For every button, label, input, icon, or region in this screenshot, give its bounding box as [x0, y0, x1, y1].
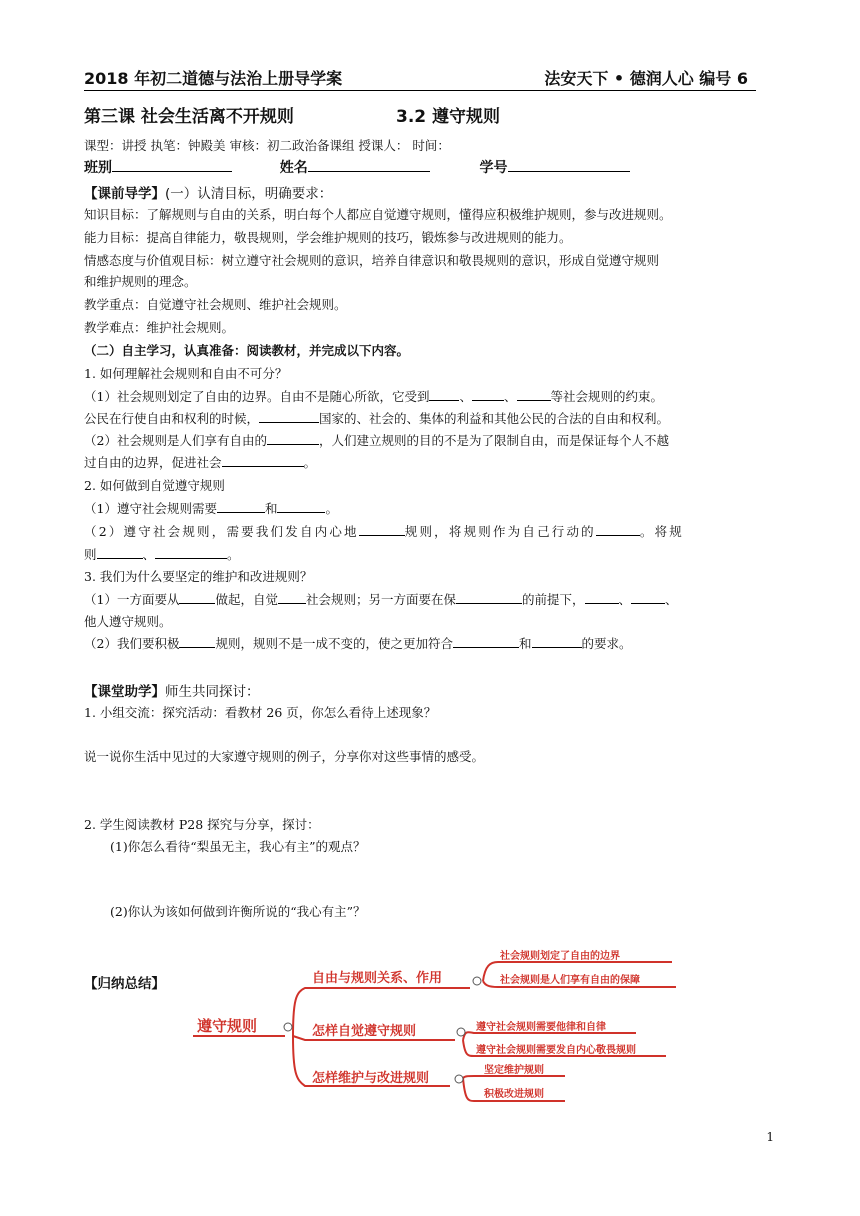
question-1: 1. 如何理解社会规则和自由不可分？	[84, 366, 288, 381]
mind-map-branch-1: 自由与规则关系、作用	[312, 971, 443, 986]
branch-line-2	[293, 1036, 455, 1040]
classroom-item-1-sub: 说一说你生活中见过的大家遵守规则的例子，分享你对这些事情的感受。	[84, 749, 485, 764]
blank[interactable]	[472, 387, 504, 401]
branch-node-dot-1	[473, 977, 481, 985]
q2-line-1-text-a: （1）遵守社会规则需要	[84, 501, 217, 516]
blank[interactable]	[179, 634, 215, 648]
q2-line-2-text-c: 。将规	[639, 524, 684, 539]
self-study-heading: （二）自主学习，认真准备：阅读教材，并完成以下内容。	[84, 343, 410, 358]
preview-heading-text: (一）认清目标，明确要求：	[165, 186, 333, 202]
blank[interactable]	[179, 590, 215, 604]
mind-map-branch-2: 怎样自觉遵守规则	[312, 1024, 417, 1039]
q2-line-1-text-b: 和	[264, 501, 278, 516]
id-label: 学号	[479, 160, 508, 176]
leaf-line-3-2	[463, 1078, 565, 1101]
mind-map-root: 遵守规则	[197, 1017, 258, 1035]
q2-line-1: （1）遵守社会规则需要 和 。	[84, 501, 338, 516]
blank[interactable]	[517, 387, 551, 401]
q1-line-2-text-b: 国家的、社会的、集体的利益和其他公民的合法的自由和权利。	[319, 411, 670, 426]
blank[interactable]	[359, 522, 405, 536]
summary-heading: 【归纳总结】	[84, 976, 165, 992]
blank[interactable]	[596, 522, 640, 536]
q3-line-3	[84, 634, 632, 654]
mind-map-leaf-1-1: 社会规则划定了自由的边界	[500, 951, 620, 962]
leaf-line-3-1	[463, 1076, 565, 1078]
name-blank[interactable]	[308, 158, 430, 172]
mind-map-leaf-1-2: 社会规则是人们享有自由的保障	[500, 975, 640, 986]
mind-map-branch-3: 怎样维护与改进规则	[312, 1071, 430, 1086]
blank[interactable]	[278, 590, 306, 604]
q1-line-1: （1）社会规则划定了自由的边界。自由不是随心所欲，它受到 、 、 等社会规则的约束。	[84, 389, 664, 404]
blank[interactable]	[277, 499, 325, 513]
name-label: 姓名	[279, 160, 308, 176]
branch-line-3	[293, 1036, 450, 1086]
q3-line-1-text-a: （1）一方面要从	[84, 592, 180, 607]
preview-heading	[84, 182, 332, 202]
section-name: 3.2 遵守规则	[396, 107, 501, 127]
class-label: 班别	[84, 160, 112, 176]
classroom-item-2-2: (2)你认为该如何做到许衡所说的“我心有主”？	[110, 904, 366, 919]
blank[interactable]	[259, 409, 319, 423]
q1-line-1-text-b: 等社会规则的约束。	[550, 389, 664, 404]
mind-map-leaf-3-2: 积极改进规则	[484, 1089, 544, 1100]
q1-line-2	[84, 409, 669, 429]
leaf-line-2-1	[463, 1032, 636, 1040]
class-blank[interactable]	[112, 158, 232, 172]
teaching-difficulty: 教学难点：维护社会规则。	[84, 320, 235, 335]
classroom-item-1: 1. 小组交流：探究活动：看教材 26 页，你怎么看待上述现象？	[84, 705, 437, 720]
q3-line-1-text-c: 社会规则；另一方面要在保	[305, 592, 456, 607]
leaf-line-2-2	[463, 1040, 666, 1056]
blank[interactable]	[429, 387, 459, 401]
q3-line-1-text-b: 做起，自觉	[215, 592, 278, 607]
blank[interactable]	[97, 545, 143, 559]
q1-line-3-text-b: ，人们建立规则的目的不是为了限制自由，而是保证每个人不越	[318, 433, 669, 448]
blank[interactable]	[155, 545, 227, 559]
blank[interactable]	[456, 590, 522, 604]
branch-node-dot-3	[455, 1075, 463, 1083]
leaf-line-1-1	[483, 962, 672, 981]
id-blank[interactable]	[508, 158, 630, 172]
q1-line-3-text-a: （2）社会规则是人们享有自由的	[84, 433, 267, 448]
meta-info: 课型：讲授 执笔：钟殿美 审核：初二政治备课组 授课人： 时间：	[84, 138, 450, 153]
question-3: 3. 我们为什么要坚定的维护和改进规则？	[84, 569, 313, 584]
ability-goal: 能力目标：提高自律能力，敬畏规则，学会维护规则的技巧，锻炼参与改进规则的能力。	[84, 230, 572, 245]
blank[interactable]	[222, 453, 304, 467]
blank[interactable]	[585, 590, 619, 604]
doc-header	[84, 64, 756, 91]
q2-line-2-text-a: （2）遵守社会规则，需要我们发自内心地	[84, 524, 359, 539]
lesson-title	[84, 102, 501, 127]
classroom-item-2-1: (1)你怎么看待“梨虽无主，我心有主”的观点？	[110, 839, 366, 854]
blank[interactable]	[217, 499, 265, 513]
classroom-heading	[84, 680, 260, 700]
mind-map-leaf-2-1: 遵守社会规则需要他律和自律	[476, 1022, 606, 1033]
q3-line-3-text-b: 规则，规则不是一成不变的，使之更加符合	[215, 636, 453, 651]
q2-line-3: 则 、 。	[84, 547, 240, 562]
lesson-name: 第三课 社会生活离不开规则	[84, 107, 294, 127]
q1-line-3	[84, 431, 669, 451]
header-right: 法安天下 • 德润人心 编号 6	[544, 69, 748, 88]
mind-map-leaf-2-2: 遵守社会规则需要发自内心敬畏规则	[476, 1045, 636, 1056]
classroom-heading-bracket: 【课堂助学】	[84, 684, 165, 700]
knowledge-goal: 知识目标：了解规则与自由的关系，明白每个人都应自觉遵守规则，懂得应积极维护规则，参与改进规则。	[84, 207, 672, 222]
blank[interactable]	[532, 634, 582, 648]
branch-line-1	[293, 988, 470, 1036]
root-node-dot	[284, 1023, 292, 1031]
q3-line-3-text-a: （2）我们要积极	[84, 636, 180, 651]
question-2: 2. 如何做到自觉遵守规则	[84, 478, 225, 493]
q3-line-1: （1）一方面要从 做起，自觉 社会规则；另一方面要在保 的前提下， 、 、	[84, 592, 678, 607]
student-fields	[84, 158, 630, 178]
classroom-heading-text: 师生共同探讨：	[165, 684, 260, 700]
q1-line-4: 过自由的边界，促进社会 。	[84, 455, 317, 470]
q2-line-3-text-a: 则	[84, 547, 97, 562]
blank[interactable]	[453, 634, 519, 648]
classroom-item-2: 2. 学生阅读教材 P28 探究与分享，探讨：	[84, 817, 320, 832]
q1-line-4-text-a: 过自由的边界，促进社会	[84, 455, 222, 470]
leaf-line-1-2	[483, 981, 676, 987]
preview-heading-bracket: 【课前导学】	[84, 186, 165, 202]
q1-line-1-text-a: （1）社会规则划定了自由的边界。自由不是随心所欲，它受到	[84, 389, 430, 404]
teaching-key: 教学重点：自觉遵守社会规则、维护社会规则。	[84, 297, 347, 312]
q2-line-2-text-b: 规则，将规则作为自己行动的	[404, 524, 596, 539]
q3-line-2: 他人遵守规则。	[84, 614, 172, 629]
blank[interactable]	[631, 590, 665, 604]
q3-line-3-text-d: 的要求。	[581, 636, 632, 651]
page-number: 1	[766, 1130, 774, 1144]
q3-line-1-text-d: 的前提下，	[522, 592, 585, 607]
q1-line-2-text-a: 公民在行使自由和权利的时候，	[84, 411, 260, 426]
q3-line-3-text-c: 和	[518, 636, 532, 651]
header-left: 2018 年初二道德与法治上册导学案	[84, 69, 343, 88]
q2-line-2	[84, 522, 684, 542]
emotion-goal-2: 和维护规则的理念。	[84, 274, 197, 289]
mind-map-leaf-3-1: 坚定维护规则	[484, 1065, 544, 1076]
branch-node-dot-2	[457, 1028, 465, 1036]
emotion-goal-1: 情感态度与价值观目标：树立遵守社会规则的意识，培养自律意识和敬畏规则的意识，形成自觉遵守规则	[84, 253, 660, 268]
blank[interactable]	[267, 431, 319, 445]
